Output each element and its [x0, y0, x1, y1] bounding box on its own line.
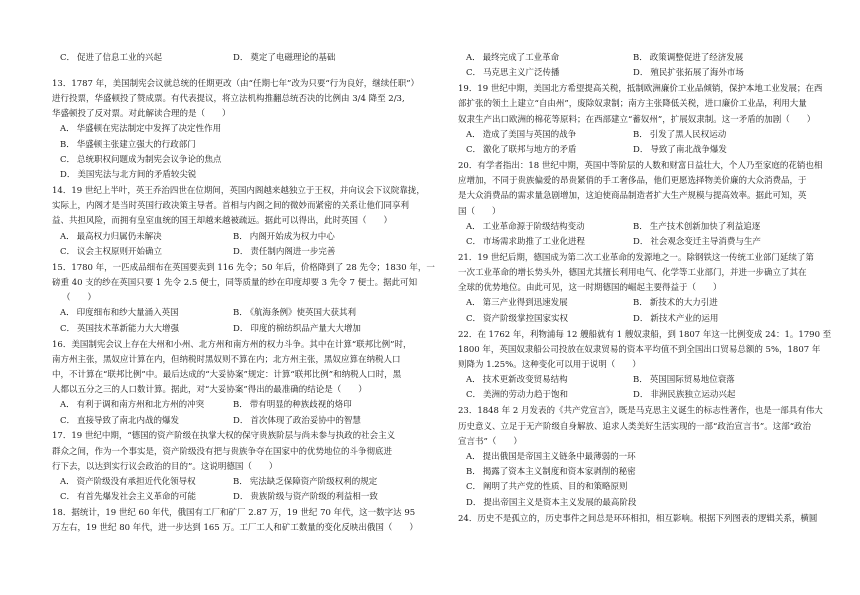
- question-line: 1800 年，英国奴隶船公司投放在奴隶贸易的资本平均值不到全国出口贸易总额的 5%，1807 年: [458, 344, 821, 355]
- question-line: 20．有学者指出：18 世纪中期，英国中等阶层的人数和财富日益壮大，个人乃至家庭的花销也相: [458, 160, 823, 171]
- question-line: （ ）: [62, 293, 97, 304]
- question-line: 群众之间，作为一个事实是，资产阶级没有把与贵族争夺在国家中的优势地位的斗争彻底进: [52, 446, 393, 457]
- option-text: 英国国际贸易地位衰落: [649, 375, 735, 386]
- answer-option: [60, 399, 204, 411]
- answer-option: [60, 169, 196, 181]
- option-text: 促进了信息工业的兴起: [77, 53, 163, 63]
- option-label: C．: [466, 390, 482, 401]
- option-label: D．: [633, 236, 649, 247]
- answer-option: [60, 476, 196, 488]
- option-text: 带有明显的种族歧视的烙印: [249, 400, 352, 411]
- option-text: 资产阶级掌控国家实权: [483, 313, 569, 324]
- option-label: B．: [633, 129, 648, 140]
- question-line: 奴隶生产出口欧洲的棉花等原料；在西部建立“蓄奴州”，扩展奴隶制。这一矛盾的加剧（ ）: [458, 114, 816, 125]
- question-line: 磅重 40 支的纱在英国只要 1 先令 2.5 便士，同等质量的纱在印度却要 3 先令 7 便士。据此可知: [52, 277, 418, 288]
- option-label: D．: [633, 313, 649, 324]
- question-line: 23．1848 年 2 月发表的《共产党宣言》，既是马克思主义诞生的标志性著作，也是一部具有伟大: [458, 406, 823, 417]
- answer-option: [466, 52, 559, 64]
- question-line: 则降为 1.25%。这种变化可以用于说明（ ）: [458, 360, 641, 371]
- question-line: 部扩张的领土上建立“自由州”，废除奴隶制；南方主张降低关税，进口廉价工业品，利用大量: [458, 99, 807, 110]
- option-label: D．: [233, 246, 249, 257]
- answer-option: [233, 476, 377, 488]
- option-text: 马克思主义广泛传播: [483, 68, 560, 79]
- answer-option: [60, 52, 162, 64]
- option-text: 英国技术革新能力大大增强: [77, 323, 180, 334]
- option-label: B．: [233, 308, 248, 319]
- answer-option: [60, 139, 196, 151]
- answer-option: [233, 415, 361, 427]
- option-text: 《航海条例》使英国大获其利: [249, 308, 357, 319]
- question-line: 历史意义、立足于无产阶级自身解放、追求人类美好生活实现的一部“政治宣言书”。这部“政治: [458, 421, 812, 432]
- option-text: 内阁开始成为权力中心: [249, 231, 335, 242]
- option-text: 资产阶级没有承担近代化领导权: [76, 477, 196, 488]
- option-label: B．: [233, 231, 248, 242]
- answer-option: [233, 323, 361, 335]
- question-line: 行下去，以达到实行议会政治的目的”。这说明德国（ ）: [52, 461, 278, 472]
- answer-option: [466, 389, 568, 401]
- answer-option: [633, 297, 718, 309]
- answer-option: [60, 491, 196, 503]
- option-text: 揭露了资本主义制度和资本家剥削的秘密: [482, 467, 636, 478]
- option-text: 直接导致了南北内战的爆发: [77, 415, 180, 426]
- answer-option: [633, 374, 735, 386]
- option-label: A．: [466, 375, 481, 386]
- option-text: 殖民扩张拓展了海外市场: [650, 68, 744, 79]
- answer-option: [60, 246, 162, 258]
- option-label: A．: [466, 221, 481, 232]
- option-text: 政策调整促进了经济发展: [649, 53, 744, 63]
- option-text: 贵族阶级与资产阶级的利益相一致: [250, 492, 378, 503]
- question-line: 实际上，内阁才是当时英国行政决策主导者。首相与内阁之间的微妙而紧密的关系让他们同享利: [52, 201, 410, 212]
- question-line: 国（ ）: [458, 206, 501, 217]
- answer-option: [233, 246, 335, 258]
- option-text: 最终完成了工业革命: [482, 53, 560, 63]
- answer-option: [633, 313, 718, 325]
- option-text: 社会观念变迁主导消费与生产: [650, 236, 761, 247]
- option-label: C．: [466, 236, 482, 247]
- question-line: 17．19 世纪中期，“德国的资产阶级在执掌大权的保守贵族阶层与尚未参与执政的社会主义: [52, 431, 396, 442]
- option-text: 非洲民族独立运动兴起: [650, 390, 736, 401]
- option-text: 首次体现了政治妥协中的智慧: [250, 415, 361, 426]
- option-text: 印度细布和纱大量涌入英国: [76, 308, 179, 319]
- answer-option: [466, 221, 585, 233]
- option-label: B．: [466, 467, 481, 478]
- option-label: B．: [233, 400, 248, 411]
- option-text: 印度的棉纺织品产量大大增加: [250, 323, 361, 334]
- option-label: C．: [60, 415, 76, 426]
- question-line: 华盛顿投了反对票。对此解读合理的是（ ）: [52, 109, 231, 120]
- option-text: 引发了黑人民权运动: [649, 129, 727, 140]
- option-text: 阐明了共产党的性质、目的和策略原则: [483, 482, 628, 493]
- option-text: 提出帝国主义是资本主义发展的最高阶段: [483, 497, 637, 508]
- question-line: 15．1780 年，一匹成品细布在英国要卖到 116 先令；50 年后，价格降到了 28 先令；1830 年，一: [52, 262, 435, 273]
- answer-option: [466, 481, 628, 493]
- option-label: C．: [60, 492, 76, 503]
- option-label: B．: [60, 139, 75, 150]
- option-label: C．: [466, 68, 482, 79]
- question-line: 21．19 世纪后期，德国成为第二次工业革命的发源地之一。除钢铁这一传统工业部门延续了第: [458, 252, 814, 263]
- option-label: C．: [60, 323, 76, 334]
- question-line: 全球的优势地位。由此可见，这一时期德国的崛起主要得益于（ ）: [458, 283, 722, 294]
- answer-option: [60, 231, 162, 243]
- option-text: 总统职权问题成为制宪会议争论的焦点: [77, 154, 222, 165]
- answer-option: [233, 491, 378, 503]
- option-label: A．: [60, 308, 75, 319]
- question-line: 14．19 世纪上半叶，英王乔治四世在位期间，英国内阁越来越独立于王权，并向议会下议院靠拢，: [52, 186, 425, 196]
- option-text: 工业革命源于阶级结构变动: [482, 221, 585, 232]
- option-text: 造成了美国与英国的战争: [482, 129, 577, 140]
- option-label: C．: [60, 53, 76, 63]
- option-text: 责任制内阁进一步完善: [250, 246, 336, 257]
- option-text: 议会主权原则开始确立: [77, 246, 163, 257]
- option-text: 奠定了电磁理论的基础: [250, 53, 336, 63]
- option-label: A．: [60, 231, 75, 242]
- answer-option: [466, 67, 560, 79]
- answer-option: [466, 236, 585, 248]
- question-line: 24．历史不是孤立的，历史事件之间总是环环相扣，相互影响。根据下列图表的逻辑关系，横圆: [458, 513, 818, 524]
- answer-option: [466, 466, 636, 478]
- answer-option: [633, 236, 761, 248]
- question-line: 13．1787 年，美国制宪会议就总统的任期更改（由“任期七年”改为只要“行为良好，继续任职”）: [52, 78, 420, 89]
- question-line: 22．在 1762 年，利物浦每 12 艘船就有 1 艘奴隶船，到 1807 年这一比例变成 24：1。1790 至: [458, 329, 832, 340]
- answer-option: [233, 307, 356, 319]
- option-text: 华盛顿主张建立强大的行政部门: [76, 139, 196, 150]
- option-label: D．: [233, 415, 249, 426]
- answer-option: [466, 313, 568, 325]
- option-label: B．: [633, 53, 648, 63]
- option-text: 美洲的劳动力趋于饱和: [483, 390, 569, 401]
- question-line: 应增加，不同于贵族偏爱的昂贵紧俏的手工奢侈品，他们更愿选择物美价廉的大众消费品，于: [458, 176, 807, 187]
- answer-option: [633, 67, 744, 79]
- answer-option: [633, 52, 743, 64]
- question-line: 进行投票，华盛顿投了赞成票。有代表提议，将立法机构推翻总统否决的比例由 3/4 降至 2/3,: [52, 94, 405, 105]
- question-line: 是大众消费品的需求量急剧增加，这迫使商品制造者扩大生产规模与提高效率。据此可知，英: [458, 191, 807, 202]
- option-text: 有首先爆发社会主义革命的可能: [77, 492, 197, 503]
- option-label: B．: [633, 221, 648, 232]
- question-line: 19．19 世纪中期，美国北方希望提高关税，抵制欧洲廉价工业品倾销，保护本地工业发展；在西: [458, 84, 823, 95]
- answer-option: [633, 389, 735, 401]
- answer-option: [466, 451, 636, 463]
- option-label: A．: [466, 452, 481, 462]
- option-label: B．: [233, 477, 248, 488]
- answer-option: [233, 399, 352, 411]
- option-label: A．: [466, 298, 481, 309]
- answer-option: [633, 144, 727, 156]
- question-line: 18．据统计，19 世纪 60 年代，俄国有工厂和矿厂 2.87 万，19 世纪 70 年代，这一数字达 95: [52, 508, 416, 519]
- option-label: D．: [633, 390, 649, 401]
- option-label: A．: [60, 400, 75, 411]
- option-text: 第三产业得到迅速发展: [482, 298, 568, 309]
- option-label: A．: [466, 129, 481, 140]
- answer-option: [60, 123, 221, 135]
- option-label: B．: [633, 298, 648, 309]
- answer-option: [233, 52, 335, 64]
- option-label: D．: [233, 53, 249, 63]
- question-line: 南方州主张，黑奴应计算在内，但纳税时黑奴则不算在内；北方州主张，黑奴应算在纳税人口: [52, 354, 401, 365]
- option-text: 最高权力归属仍未解决: [76, 231, 162, 242]
- option-text: 新技术的大力引进: [649, 298, 718, 309]
- answer-option: [60, 307, 179, 319]
- question-line: 益、共担风险，而拥有皇室血统的国王却越来越被疏远。据此可以得出，此时英国（ ）: [52, 216, 393, 227]
- answer-option: [60, 154, 222, 166]
- answer-option: [466, 129, 576, 141]
- answer-option: [60, 415, 179, 427]
- option-text: 华盛顿在宪法制定中发挥了决定性作用: [76, 124, 222, 135]
- option-label: C．: [466, 482, 482, 493]
- option-label: C．: [60, 154, 76, 165]
- question-line: 宣言书”（ ）: [458, 436, 522, 447]
- option-text: 宪法缺乏保障资产阶级权利的规定: [249, 477, 378, 488]
- option-text: 市场需求助推了工业化进程: [483, 236, 586, 247]
- option-label: D．: [466, 497, 482, 508]
- option-text: 有利于调和南方州和北方州的冲突: [76, 400, 205, 411]
- question-line: 中，不计算在“联邦比例”中。最后达成的“大妥协案”规定：计算“联邦比例”和纳税人口时，黑: [52, 369, 402, 380]
- option-label: D．: [233, 323, 249, 334]
- option-label: D．: [633, 144, 649, 155]
- answer-option: [233, 231, 335, 243]
- option-label: C．: [60, 246, 76, 257]
- option-text: 美国宪法与北方间的矛盾较尖锐: [77, 170, 197, 181]
- answer-option: [466, 297, 568, 309]
- option-text: 提出俄国是帝国主义链条中最薄弱的一环: [482, 452, 636, 462]
- option-label: D．: [233, 492, 249, 503]
- option-label: B．: [633, 375, 648, 386]
- option-label: C．: [466, 144, 482, 155]
- answer-option: [633, 221, 760, 233]
- option-label: A．: [60, 477, 75, 488]
- option-label: D．: [60, 170, 76, 181]
- answer-option: [466, 144, 577, 156]
- option-text: 新技术产业的运用: [650, 313, 719, 324]
- question-line: 16．美国制宪会议上存在大州和小州、北方州和南方州的权力斗争。其中在计算“联邦比例”时，: [52, 339, 412, 350]
- option-label: A．: [60, 124, 75, 135]
- option-text: 技术更新改变贸易结构: [482, 375, 568, 386]
- answer-option: [466, 374, 568, 386]
- option-text: 生产技术创新加快了利益追逐: [649, 221, 761, 232]
- answer-option: [60, 323, 179, 335]
- option-label: D．: [633, 68, 649, 79]
- option-label: C．: [466, 313, 482, 324]
- question-line: 一次工业革命的增长势头外，德国尤其擅长利用电气、化学等工业部门，并进一步确立了其在: [458, 268, 807, 279]
- option-text: 导致了南北战争爆发: [650, 144, 727, 155]
- answer-option: [633, 129, 726, 141]
- option-text: 激化了联邦与地方的矛盾: [483, 144, 577, 155]
- answer-option: [466, 497, 636, 509]
- question-line: 人都以五分之三的人口数计算。据此，对“大妥协案”得出的最准确的结论是（ ）: [52, 385, 367, 396]
- option-label: A．: [466, 53, 481, 63]
- question-line: 万左右，19 世纪 80 年代，进一步达到 165 万。工厂工人和矿工数量的变化反映出俄国（ ）: [52, 523, 418, 534]
